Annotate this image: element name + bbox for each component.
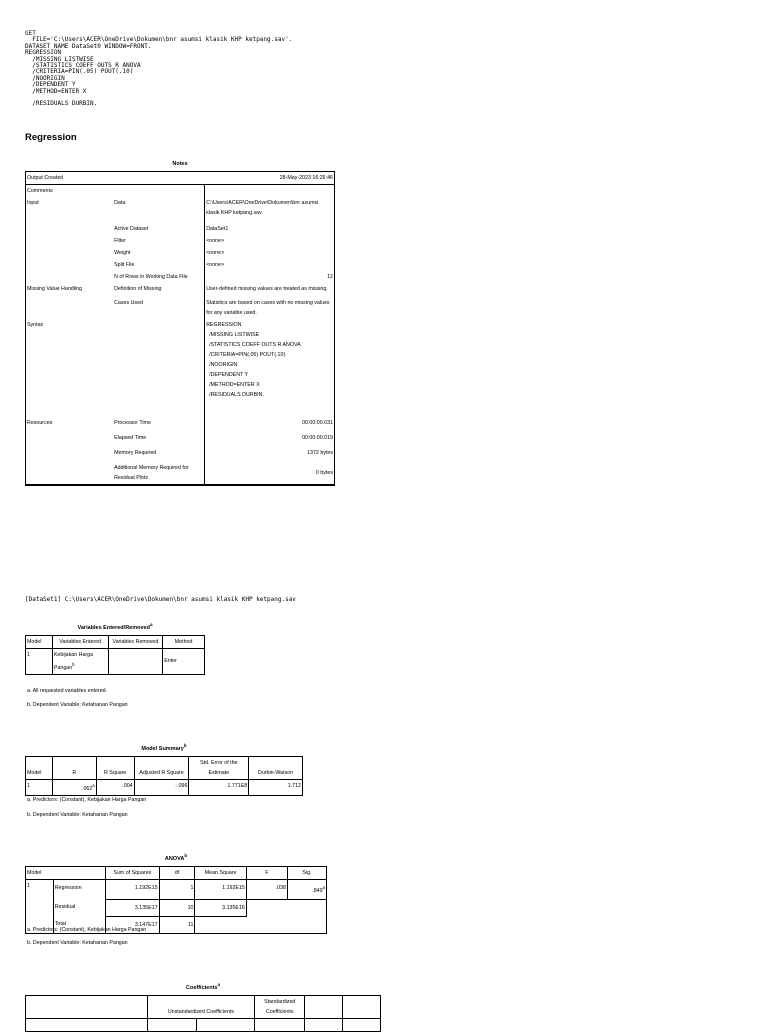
ve-removed (108, 648, 163, 674)
anova-footnote-a: a. Predictors: (Constant), Kebijakan Harga Pangan (27, 927, 147, 933)
notes-row-elapsed (26, 432, 335, 447)
data-label: Data (114, 200, 126, 206)
anova-df-residual: 10 (159, 899, 195, 916)
table-row (26, 879, 327, 899)
anova-label-regression: Regression (53, 879, 105, 899)
ve-footnote-b: b. Dependent Variable: Ketahanan Pangan (27, 702, 128, 708)
coefficients-subheader-row (26, 1018, 381, 1031)
notes-row-active-dataset (26, 223, 335, 235)
def-missing-value: User-defined missing values are treated as missing. (205, 283, 335, 297)
notes-row-def-missing (26, 283, 335, 297)
syntax-value: REGRESSION /MISSING LISTWISE /STATISTICS COEFF OUTS R ANOVA /CRITERIA=PIN(.05) POUT(.10) /NOORIGIN /DEPENDENT Y /METHOD=ENTER X /RESIDUALS DURBIN. (205, 319, 335, 417)
anova-title-text: ANOVA (164, 855, 185, 862)
anova-ss-regression: 1.192E15 (106, 879, 159, 899)
model-summary-title-sup: b (183, 743, 187, 748)
notes-block (25, 161, 335, 486)
processor-value: 00:00:00.031 (205, 417, 335, 432)
ms-r-sup: a (92, 782, 95, 788)
ve-header-method: Method (163, 635, 205, 648)
anova-sig-regression (287, 879, 326, 899)
coefficients-header-row (26, 995, 381, 1018)
missing-label: Missing Value Handling (27, 286, 82, 292)
ms-header-r-square: R Square (96, 756, 134, 779)
ve-header-entered: Variables Entered (52, 635, 108, 648)
variables-entered-table (25, 635, 205, 675)
coefficients-title-sup: a (217, 982, 221, 987)
ms-std-error: 1.771E8 (189, 779, 249, 795)
anova-ss-total: 3.147E17 (106, 916, 159, 933)
ms-model: 1 (26, 779, 53, 795)
notes-row-cases-used (26, 297, 335, 319)
variables-entered-title-text: Variables Entered/Removed (77, 624, 150, 631)
weight-label: Weight (114, 250, 131, 256)
anova-header-f: F (246, 866, 287, 879)
notes-row-memory (26, 447, 335, 462)
cases-used-label: Cases Used (114, 300, 143, 306)
syntax-block: GET FILE='C:\Users\ACER\OneDrive\Dokumen\bnr asumsi klasik KHP ketpang.sav'. DATASET NAME DataSet0 WINDOW=FRONT. REGRESSION /MISSING LISTWISE /STATISTICS COEFF OUTS R ANOVA /CRITERIA=PIN(.05) POUT(.10) /NOORIGIN /DEPENDENT Y /METHOD=ENTER X /RESIDUALS DURBIN. (25, 30, 293, 108)
elapsed-value: 00:00:00.019 (205, 432, 335, 447)
ms-r (52, 779, 96, 795)
ms-footnote-b: b. Dependent Variable: Ketahanan Pangan (27, 812, 128, 818)
notes-row-split-file (26, 259, 335, 271)
output-created-value: 28-May-2023 16:26:46 (205, 172, 335, 185)
ms-adj-r-square: -.096 (134, 779, 189, 795)
anova-ms-total (195, 916, 246, 933)
anova-header-ss: Sum of Squares (106, 866, 159, 879)
coefficients-title (25, 982, 381, 991)
model-summary-table (25, 756, 303, 796)
anova-header-df: df (159, 866, 195, 879)
anova-f-regression: .038 (246, 879, 287, 899)
anova-block (25, 853, 327, 934)
notes-table (25, 171, 335, 486)
anova-footnote-b: b. Dependent Variable: Ketahanan Pangan (27, 940, 128, 946)
model-summary-title-text: Model Summary (141, 745, 184, 752)
notes-row-comments (26, 185, 335, 198)
n-rows-value: 12 (205, 271, 335, 283)
def-missing-label: Definition of Missing (114, 286, 162, 292)
coef-header-t (305, 995, 343, 1018)
addl-memory-label: Additional Memory Required for Residual Plots (114, 465, 189, 481)
dataset-line: [DataSet1] C:\Users\ACER\OneDrive\Dokumen\bnr asumsi klasik KHP ketpang.sav (25, 596, 296, 603)
weight-value: <none> (205, 247, 335, 259)
anova-f-residual (246, 899, 287, 916)
variables-entered-block (25, 622, 205, 675)
filter-label: Filter (114, 238, 126, 244)
ve-footnote-a: a. All requested variables entered. (27, 688, 108, 694)
variables-entered-header-row (26, 635, 205, 648)
variables-entered-title-sup: a (149, 622, 153, 627)
ve-method: Enter (163, 648, 205, 674)
notes-row-n-rows (26, 271, 335, 283)
resources-label: Resources (27, 420, 53, 426)
ve-header-removed: Variables Removed (108, 635, 163, 648)
anova-label-residual: Residual (53, 899, 105, 916)
ms-r-square: .004 (96, 779, 134, 795)
ve-model: 1 (26, 648, 53, 674)
anova-df-regression: 1 (159, 879, 195, 899)
anova-f-total (246, 916, 287, 933)
ms-header-r: R (52, 756, 96, 779)
anova-ms-regression: 1.192E15 (195, 879, 246, 899)
coef-header-model (26, 995, 148, 1018)
ve-entered (52, 648, 108, 674)
anova-title-sup: b (184, 853, 188, 858)
ms-r-text: .062 (81, 785, 93, 792)
ms-header-durbin-watson: Durbin-Watson (249, 756, 303, 779)
filter-value: <none> (205, 235, 335, 247)
coefficients-title-text: Coefficients (185, 984, 218, 991)
anova-ss-residual: 3.135E17 (106, 899, 159, 916)
split-file-label: Split File (114, 262, 135, 268)
anova-df-total: 11 (159, 916, 195, 933)
addl-memory-value: 0 bytes (205, 462, 335, 485)
data-value: C:\Users\ACER\OneDrive\Dokumen\bnr asumsi klasik KHP ketpang.sav (205, 197, 335, 223)
anova-sig-regression-sup: a (322, 884, 325, 890)
split-file-value: <none> (205, 259, 335, 271)
input-label: Input (27, 200, 39, 206)
ms-header-std-error: Std. Error of the Estimate (189, 756, 249, 779)
memory-label: Memory Required (114, 450, 157, 456)
table-row (26, 648, 205, 674)
anova-model: 1 (26, 879, 54, 933)
model-summary-title (25, 743, 303, 752)
coefficients-table (25, 995, 381, 1032)
ve-header-model: Model (26, 635, 53, 648)
anova-header-row (26, 866, 327, 879)
ms-durbin-watson: 1.712 (249, 779, 303, 795)
table-row (26, 899, 327, 916)
memory-value: 1372 bytes (205, 447, 335, 462)
anova-title (25, 853, 327, 862)
model-summary-header-row (26, 756, 303, 779)
coef-header-std: Standardized Coefficients (255, 995, 305, 1018)
cases-used-value: Statistics are based on cases with no missing values for any variable used. (205, 297, 335, 319)
anova-label-total: Total (53, 916, 105, 933)
anova-table (25, 866, 327, 934)
table-row (26, 779, 303, 795)
variables-entered-title (25, 622, 205, 631)
anova-sig-regression-text: .849 (312, 887, 323, 894)
notes-row-filter (26, 235, 335, 247)
model-summary-block (25, 743, 303, 796)
notes-row-weight (26, 247, 335, 259)
coef-header-sig (343, 995, 381, 1018)
active-dataset-label: Active Dataset (114, 226, 149, 232)
notes-row-data (26, 197, 335, 223)
processor-label: Processor Time (114, 420, 151, 426)
notes-row-output-created (26, 172, 335, 185)
coefficients-block (25, 982, 381, 1032)
syntax-label: Syntax (27, 322, 44, 328)
ve-entered-text: Kebijakan Harga Pangan (53, 651, 94, 671)
anova-sig-total (287, 916, 326, 933)
comments-value (205, 185, 335, 198)
anova-header-ms: Mean Square (195, 866, 246, 879)
notes-title: Notes (172, 161, 188, 167)
output-created-label: Output Created (26, 172, 205, 185)
active-dataset-value: DataSet1 (205, 223, 335, 235)
section-title: Regression (25, 132, 77, 143)
coef-header-unstd: Unstandardized Coefficients (147, 995, 255, 1018)
anova-sig-residual (287, 899, 326, 916)
elapsed-label: Elapsed Time (114, 435, 147, 441)
n-rows-label: N of Rows in Working Data File (114, 274, 188, 280)
notes-row-processor (26, 417, 335, 432)
notes-row-addl-memory (26, 462, 335, 485)
notes-row-syntax (26, 319, 335, 417)
anova-header-model: Model (26, 866, 106, 879)
ms-header-adj-r-square: Adjusted R Square (134, 756, 189, 779)
anova-header-sig: Sig. (287, 866, 326, 879)
ms-footnote-a: a. Predictors: (Constant), Kebijakan Harga Pangan (27, 797, 147, 803)
comments-label: Comments (27, 188, 53, 194)
anova-ms-residual: 3.135E16 (195, 899, 246, 916)
ve-entered-sup: b (72, 661, 75, 667)
ms-header-model: Model (26, 756, 53, 779)
